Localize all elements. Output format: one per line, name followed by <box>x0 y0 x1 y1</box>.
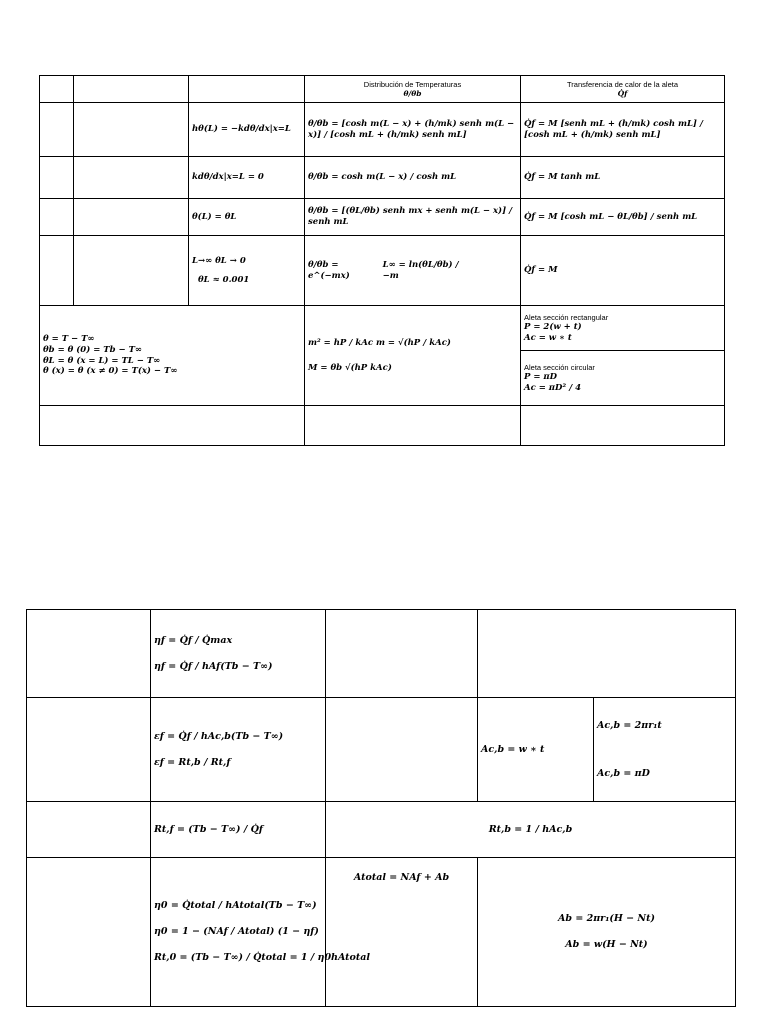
effectiveness-formula: εf = Rt,b / Rt,f <box>154 756 231 768</box>
fin-temperature-table <box>39 75 725 446</box>
convection-tip-distribution: θ/θb = [cosh m(L − x) + (h/mk) senh m(L − x)] / [cosh mL + (h/mk) senh mL] <box>305 103 521 157</box>
empty-cell <box>27 698 151 802</box>
prescribed-tip-distribution: θ/θb = [(θL/θb) senh mx + senh m(L − x)] / senh mL <box>305 199 521 236</box>
empty-cell <box>27 858 151 1007</box>
circ-section-line: P = πD <box>524 372 558 383</box>
ab-formula: Ab = 2πr₁(H − Nt) <box>558 913 655 925</box>
empty-cell <box>326 698 478 802</box>
table-row <box>40 103 725 157</box>
convection-tip-heat: Q̇f = M [senh mL + (h/mk) cosh mL] / [cosh mL + (h/mk) senh mL] <box>521 103 725 157</box>
parameters-cell <box>305 306 521 406</box>
empty-cell <box>74 199 189 236</box>
prescribed-tip-condition: θ(L) = θL <box>189 199 305 236</box>
overall-efficiency-formula: η0 = Q̇total / hAtotal(Tb − T∞) <box>154 900 317 912</box>
infinite-fin-condition-line1: L→∞ θL → 0 <box>192 255 246 266</box>
empty-cell <box>74 236 189 306</box>
circ-section-label: Aleta sección circular <box>524 362 595 372</box>
heat-transfer-header <box>521 76 725 103</box>
overall-efficiency-formula: η0 = 1 − (NAf / Atotal) (1 − ηf) <box>154 926 319 938</box>
empty-cell <box>521 406 725 446</box>
empty-cell <box>478 610 736 698</box>
header-row <box>40 76 725 103</box>
empty-cell <box>40 406 305 446</box>
table-row <box>40 236 725 306</box>
table-row <box>40 406 725 446</box>
infinite-fin-distribution-cell <box>305 236 521 306</box>
efficiency-formula: ηf = Q̇f / hAf(Tb − T∞) <box>154 660 273 672</box>
definition-line: θb = θ (0) = Tb − T∞ <box>43 344 142 355</box>
rect-section-cell <box>521 306 725 351</box>
table-row <box>27 610 736 698</box>
acb-rect-cell: Ac,b = w ∗ t <box>478 698 594 802</box>
empty-cell <box>74 76 189 103</box>
distribution-title: Distribución de Temperaturas <box>363 79 462 89</box>
empty-cell <box>40 236 74 306</box>
infinite-fin-distribution: θ/θb = e^(−mx) <box>308 259 350 281</box>
table-row <box>27 802 736 858</box>
table-row <box>40 199 725 236</box>
distribution-symbol: θ/θb <box>403 89 422 98</box>
definition-line: θ (x) = θ (x ≠ 0) = T(x) − T∞ <box>43 366 178 377</box>
effectiveness-cell <box>151 698 326 802</box>
definition-line: θL = θ (x = L) = TL − T∞ <box>43 355 161 366</box>
parameter-m: m² = hP / kAc m = √(hP / kAc) <box>308 337 451 348</box>
acb-circ-formula: Ac,b = πD <box>597 767 650 779</box>
empty-cell <box>27 802 151 858</box>
table-row <box>27 698 736 802</box>
overall-efficiency-cell <box>151 858 371 1007</box>
efficiency-cell <box>151 610 326 698</box>
empty-cell <box>305 406 521 446</box>
adiabatic-tip-distribution: θ/θb = cosh m(L − x) / cosh mL <box>305 157 521 199</box>
overall-resistance-formula: Rt,0 = (Tb − T∞) / Q̇total = 1 / η0hAtotal <box>154 951 371 963</box>
empty-cell <box>74 103 189 157</box>
atotal-cell: Atotal = NAf + Ab <box>326 858 478 1007</box>
heat-transfer-symbol: Q̇f <box>617 89 628 98</box>
ab-cell <box>478 858 736 1007</box>
circ-section-line: Ac = πD² / 4 <box>524 382 582 393</box>
infinite-fin-length: L∞ = ln(θL/θb) / −m <box>382 259 459 281</box>
prescribed-tip-heat: Q̇f = M [cosh mL − θL/θb] / senh mL <box>521 199 725 236</box>
convection-tip-condition: hθ(L) = −kdθ/dx|x=L <box>189 103 305 157</box>
empty-cell <box>189 76 305 103</box>
infinite-fin-heat: Q̇f = M <box>521 236 725 306</box>
effectiveness-formula: εf = Q̇f / hAc,b(Tb − T∞) <box>154 730 284 742</box>
parameter-M: M = θb √(hP kAc) <box>308 362 392 373</box>
empty-cell <box>40 76 74 103</box>
empty-cell <box>40 199 74 236</box>
heat-transfer-title: Transferencia de calor de la aleta <box>566 79 679 89</box>
empty-cell <box>74 157 189 199</box>
empty-cell <box>40 103 74 157</box>
infinite-fin-condition-line2: θL ≈ 0.001 <box>198 274 250 285</box>
rect-section-line: P = 2(w + t) <box>524 322 582 333</box>
empty-cell <box>326 610 478 698</box>
empty-cell <box>27 610 151 698</box>
empty-cell <box>40 157 74 199</box>
distribution-header <box>305 76 521 103</box>
table-row <box>27 858 736 1007</box>
adiabatic-tip-heat: Q̇f = M tanh mL <box>521 157 725 199</box>
circ-section-cell <box>521 351 725 406</box>
table-row <box>40 306 725 351</box>
rect-section-line: Ac = w ∗ t <box>524 332 572 343</box>
infinite-fin-condition <box>189 236 305 306</box>
acb-circ-formula: Ac,b = 2πr₁t <box>597 719 662 731</box>
acb-circ-cell <box>594 698 736 802</box>
rect-section-label: Aleta sección rectangular <box>524 312 609 322</box>
definitions-cell <box>40 306 305 406</box>
adiabatic-tip-condition: kdθ/dx|x=L = 0 <box>189 157 305 199</box>
definition-line: θ = T − T∞ <box>43 334 95 345</box>
efficiency-formula: ηf = Q̇f / Q̇max <box>154 634 233 646</box>
fin-resistance-cell: Rt,f = (Tb − T∞) / Q̇f <box>151 802 326 858</box>
base-resistance-cell: Rt,b = 1 / hAc,b <box>326 802 736 858</box>
ab-formula: Ab = w(H − Nt) <box>565 939 648 950</box>
table-row <box>40 157 725 199</box>
fin-performance-table <box>26 609 736 1007</box>
